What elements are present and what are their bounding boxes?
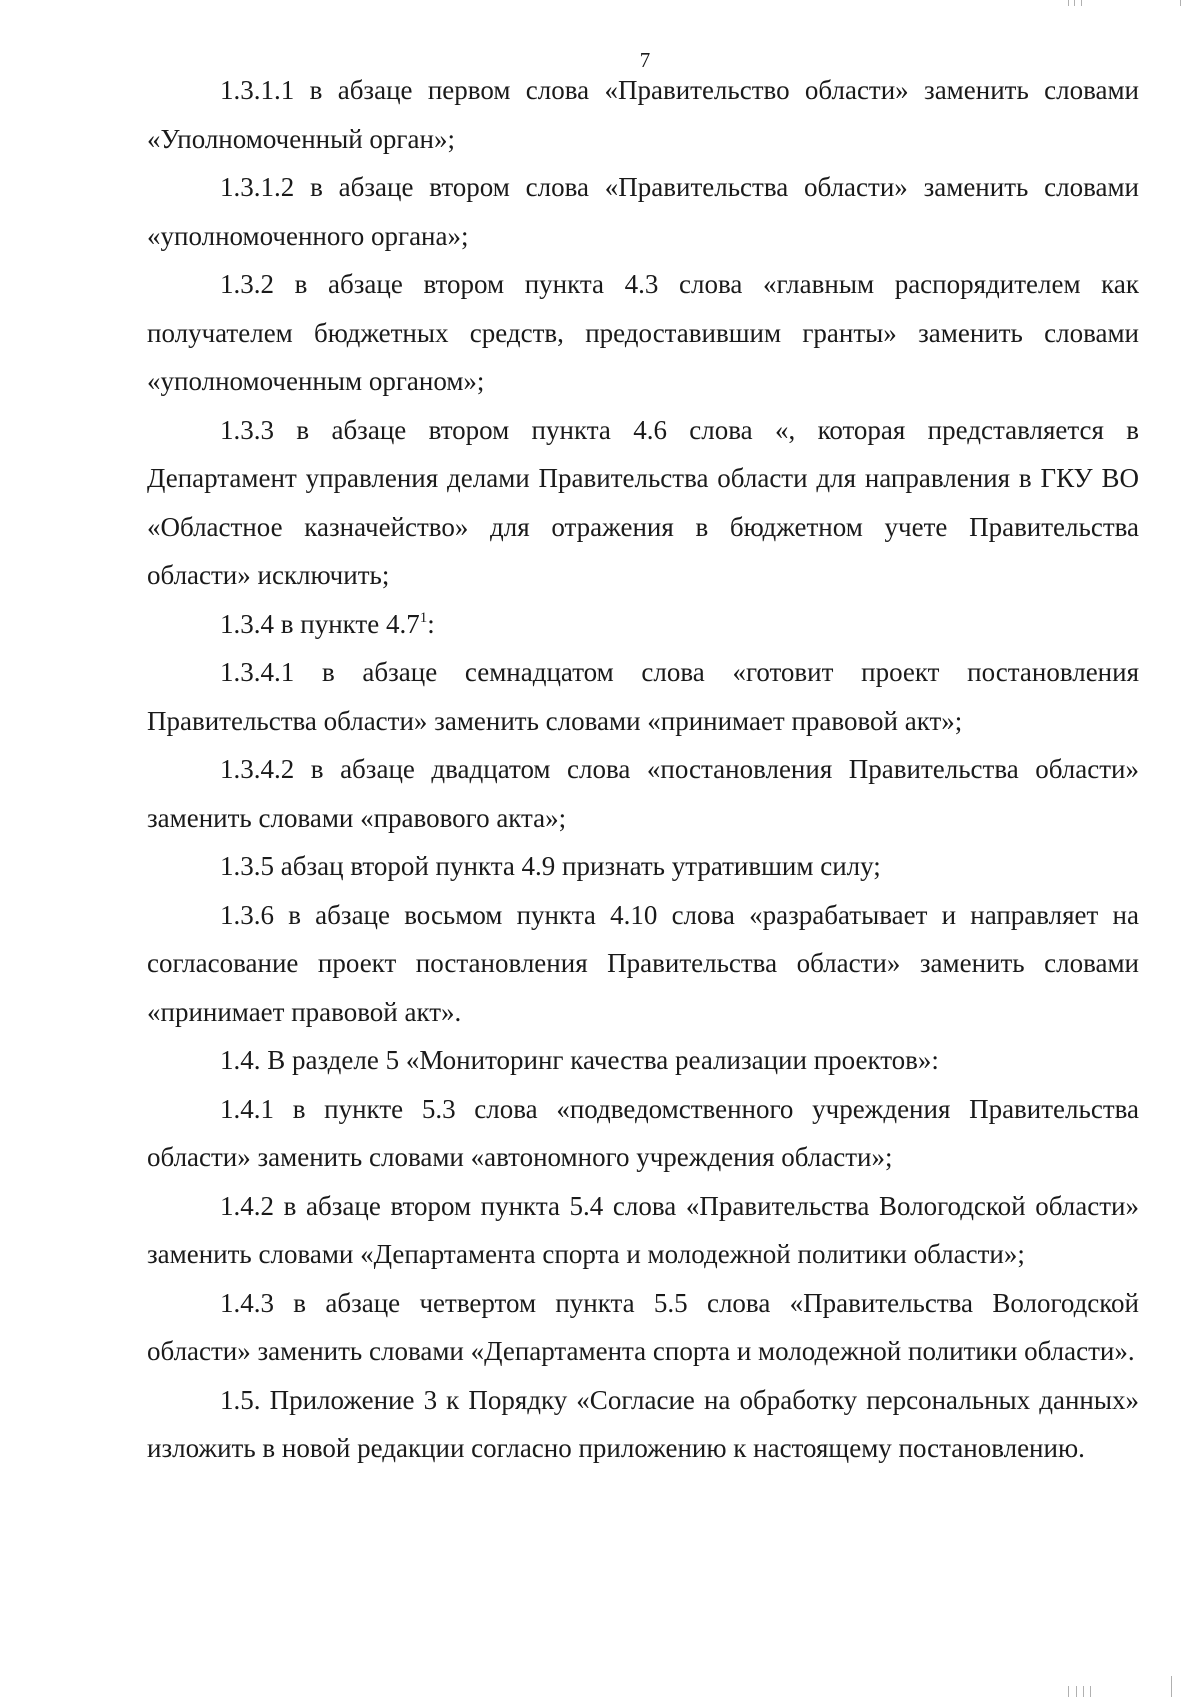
paragraph-1-5: 1.5. Приложение 3 к Порядку «Согласие на обработку персональных данных» изложить в новой редакции согласно приложению к настоящему постановлению. bbox=[147, 1384, 1139, 1463]
paragraph-1-3-4 bbox=[147, 600, 1139, 649]
paragraph-1-3-4-1: 1.3.4.1 в абзаце семнадцатом слова «готовит проект постановления Правительства области» заменить словами «принимает правовой акт»; bbox=[147, 657, 1139, 736]
paragraph-1-4: 1.4. В разделе 5 «Мониторинг качества реализации проектов»: bbox=[220, 1045, 939, 1075]
scan-mark bbox=[1068, 0, 1069, 6]
document-body bbox=[147, 66, 1139, 1473]
paragraph-1-3-5: 1.3.5 абзац второй пункта 4.9 признать утратившим силу; bbox=[220, 851, 881, 881]
scan-mark bbox=[1074, 0, 1075, 6]
scan-mark bbox=[1083, 1686, 1084, 1697]
paragraph-1-3-4-2: 1.3.4.2 в абзаце двадцатом слова «постановления Правительства области» заменить словами «правового акта»; bbox=[147, 754, 1139, 833]
paragraph-1-4-1: 1.4.1 в пункте 5.3 слова «подведомственного учреждения Правительства области» заменить словами «автономного учреждения области»; bbox=[147, 1093, 1139, 1172]
superscript: 1 bbox=[419, 609, 428, 626]
paragraph-1-4-2: 1.4.2 в абзаце втором пункта 5.4 слова «Правительства Вологодской области» заменить словами «Департамента спорта и молодежной политики области»; bbox=[147, 1190, 1139, 1269]
paragraph-1-3-6: 1.3.6 в абзаце восьмом пункта 4.10 слова «разрабатывает и направляет на согласование проект постановления Правительства области» заменить словами «принимает правовой акт». bbox=[147, 899, 1139, 1027]
scan-mark bbox=[1180, 0, 1181, 6]
scan-mark bbox=[1076, 1686, 1077, 1697]
scan-mark bbox=[1081, 0, 1082, 6]
page-number: 7 bbox=[639, 48, 651, 72]
paragraph-1-3-2: 1.3.2 в абзаце втором пункта 4.3 слова «главным распорядителем как получателем бюджетных средств, предоставившим гранты» заменить словами «уполномоченным органом»; bbox=[147, 269, 1139, 396]
scan-mark bbox=[1171, 1676, 1172, 1697]
scan-mark bbox=[1068, 1686, 1069, 1697]
paragraph-1-3-1-1: 1.3.1.1 в абзаце первом слова «Правительство области» заменить словами «Уполномоченный орган»; bbox=[147, 75, 1139, 154]
paragraph-1-3-1-2: 1.3.1.2 в абзаце втором слова «Правительства области» заменить словами «уполномоченного органа»; bbox=[147, 172, 1139, 251]
scan-mark bbox=[1090, 1686, 1091, 1697]
paragraph-1-3-4-suffix: : bbox=[427, 608, 435, 639]
paragraph-1-3-3: 1.3.3 в абзаце втором пункта 4.6 слова «, которая представляется в Департамент управления делами Правительства области для направления в ГКУ ВО «Областное казначейство» для отражения в бюджетном учете Правительства области» исключить; bbox=[147, 414, 1139, 590]
paragraph-1-4-3: 1.4.3 в абзаце четвертом пункта 5.5 слова «Правительства Вологодской области» заменить словами «Департамента спорта и молодежной политики области». bbox=[147, 1287, 1139, 1366]
paragraph-1-3-4-text: 1.3.4 в пункте 4.7 bbox=[220, 608, 420, 639]
